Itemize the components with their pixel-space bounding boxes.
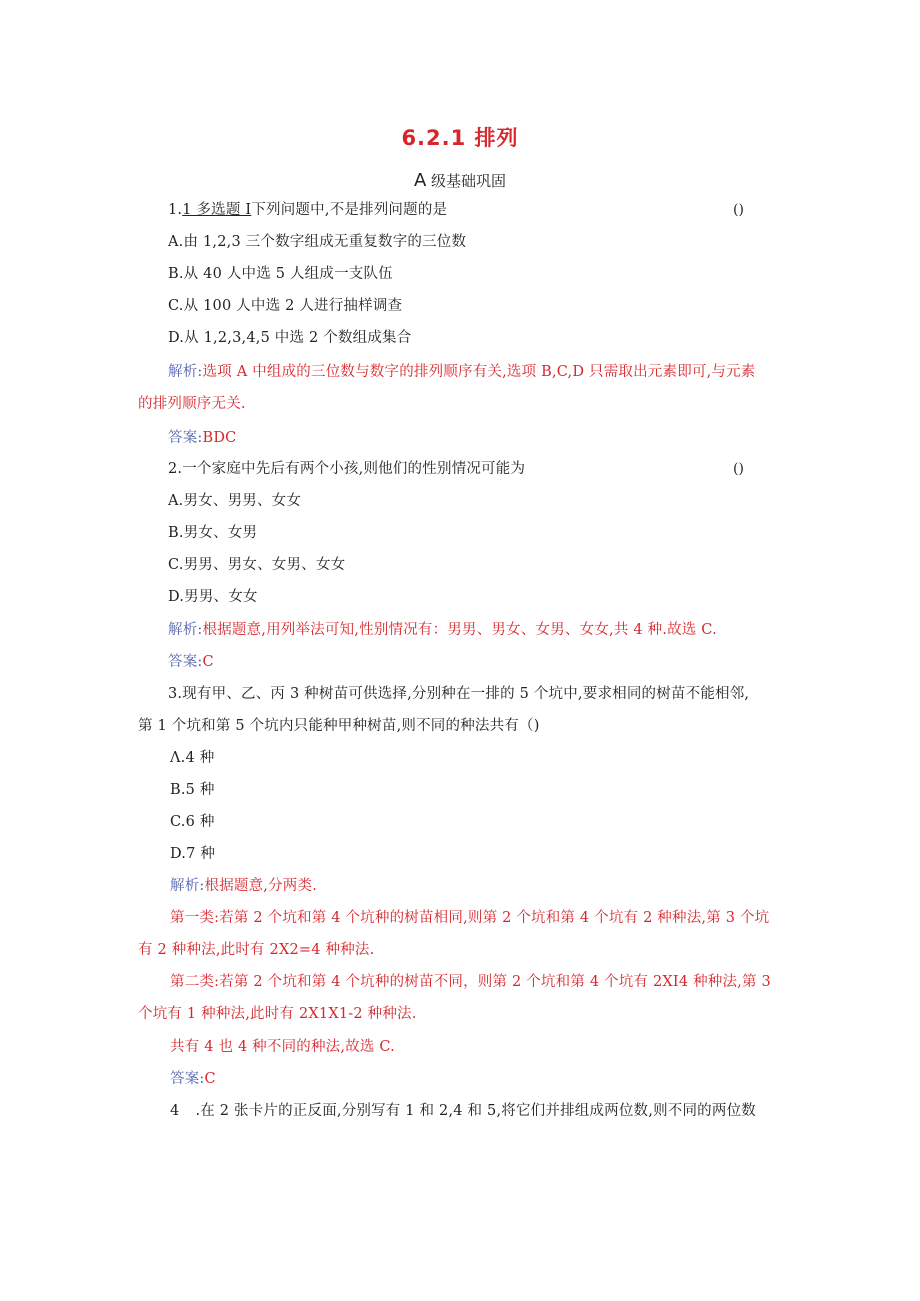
- q4-stem-line: [170, 1101, 756, 1121]
- section-level: [0, 170, 920, 191]
- q1-answer-paren: (): [733, 202, 744, 218]
- q4-stem: .在 2 张卡片的正反面,分别写有 1 和 2,4 和 5,将它们并排组成两位数,则不同的两位数: [195, 1103, 756, 1119]
- q3-answer-label: 答案:: [170, 1071, 205, 1087]
- q2-option-c: C.男男、男女、女男、女女: [168, 557, 346, 573]
- q3-answer: [170, 1069, 216, 1089]
- q1-answer: [168, 428, 236, 448]
- q3-stem-line2: 第 1 个坑和第 5 个坑内只能种甲种树苗,则不同的种法共有（): [138, 718, 540, 734]
- q1-answer-label: 答案:: [168, 430, 203, 446]
- q2-analysis-text: 根据题意,用列举法可知,性别情况有：男男、男女、女男、女女,共 4 种.故选 C.: [202, 622, 717, 638]
- q2-answer-value: C: [202, 654, 214, 670]
- q3-analysis-text: 根据题意,分两类.: [204, 878, 318, 894]
- q1-analysis-text: 选项 A 中组成的三位数与数字的排列顺序有关,选项 B,C,D 只需取出元素即可,与元素: [202, 364, 756, 380]
- q1-option-d: D.从 1,2,3,4,5 中选 2 个数组成集合: [168, 330, 412, 346]
- q3-case2-line2: 个坑有 1 种种法,此时有 2X1X1-2 种种法.: [138, 1006, 417, 1022]
- q2-answer: [168, 652, 214, 672]
- q2-option-b: B.男女、女男: [168, 525, 258, 541]
- q2-analysis: [168, 620, 717, 640]
- q3-case2-line1: 第二类:若第 2 个坑和第 4 个坑种的树苗不同，则第 2 个坑和第 4 个坑有 2XI4 种种法,第 3: [170, 974, 771, 990]
- q3-stem-line1: 3.现有甲、乙、丙 3 种树苗可供选择,分别种在一排的 5 个坑中,要求相同的树苗不能相邻,: [168, 686, 750, 702]
- q3-analysis: [170, 876, 317, 896]
- q4-number: 4: [170, 1103, 180, 1119]
- q2-stem: 2.一个家庭中先后有两个小孩,则他们的性别情况可能为: [168, 461, 526, 477]
- q3-option-c: C.6 种: [170, 814, 215, 830]
- q3-analysis-label: 解析:: [170, 878, 205, 894]
- q2-answer-paren: (): [733, 461, 744, 477]
- q1-answer-value: BDC: [202, 430, 237, 446]
- q1-analysis-line2: 的排列顺序无关.: [138, 396, 246, 412]
- q2-option-a: A.男女、男男、女女: [168, 493, 302, 509]
- q3-answer-value: C: [204, 1071, 216, 1087]
- q2-analysis-label: 解析:: [168, 622, 203, 638]
- q3-case1-line1: 第一类:若第 2 个坑和第 4 个坑种的树苗相同,则第 2 个坑和第 4 个坑有 2 种种法,第 3 个坑: [170, 910, 770, 926]
- q2-option-d: D.男男、女女: [168, 589, 258, 605]
- q1-option-c: C.从 100 人中选 2 人进行抽样调查: [168, 298, 403, 314]
- q1-tag: 1 多选题 I: [182, 202, 252, 218]
- q3-case1-line2: 有 2 种种法,此时有 2X2=4 种种法.: [138, 942, 375, 958]
- level-letter: A: [413, 170, 427, 191]
- q1-stem-line: [168, 200, 447, 220]
- q2-answer-label: 答案:: [168, 654, 203, 670]
- q1-option-a: A.由 1,2,3 三个数字组成无重复数字的三位数: [168, 234, 467, 250]
- q3-option-d: D.7 种: [170, 846, 216, 862]
- q1-analysis-label: 解析:: [168, 364, 203, 380]
- q3-option-a: Λ.4 种: [170, 750, 215, 766]
- page-title: 6.2.1 排列: [401, 126, 519, 150]
- q3-option-b: B.5 种: [170, 782, 215, 798]
- q1-number: 1.: [168, 202, 183, 218]
- q3-total: 共有 4 也 4 种不同的种法,故选 C.: [170, 1039, 395, 1055]
- q1-analysis-line1: [168, 362, 756, 382]
- q1-stem: 下列问题中,不是排列问题的是: [251, 202, 448, 218]
- q1-option-b: B.从 40 人中选 5 人组成一支队伍: [168, 266, 393, 282]
- level-text: 级基础巩固: [431, 172, 507, 190]
